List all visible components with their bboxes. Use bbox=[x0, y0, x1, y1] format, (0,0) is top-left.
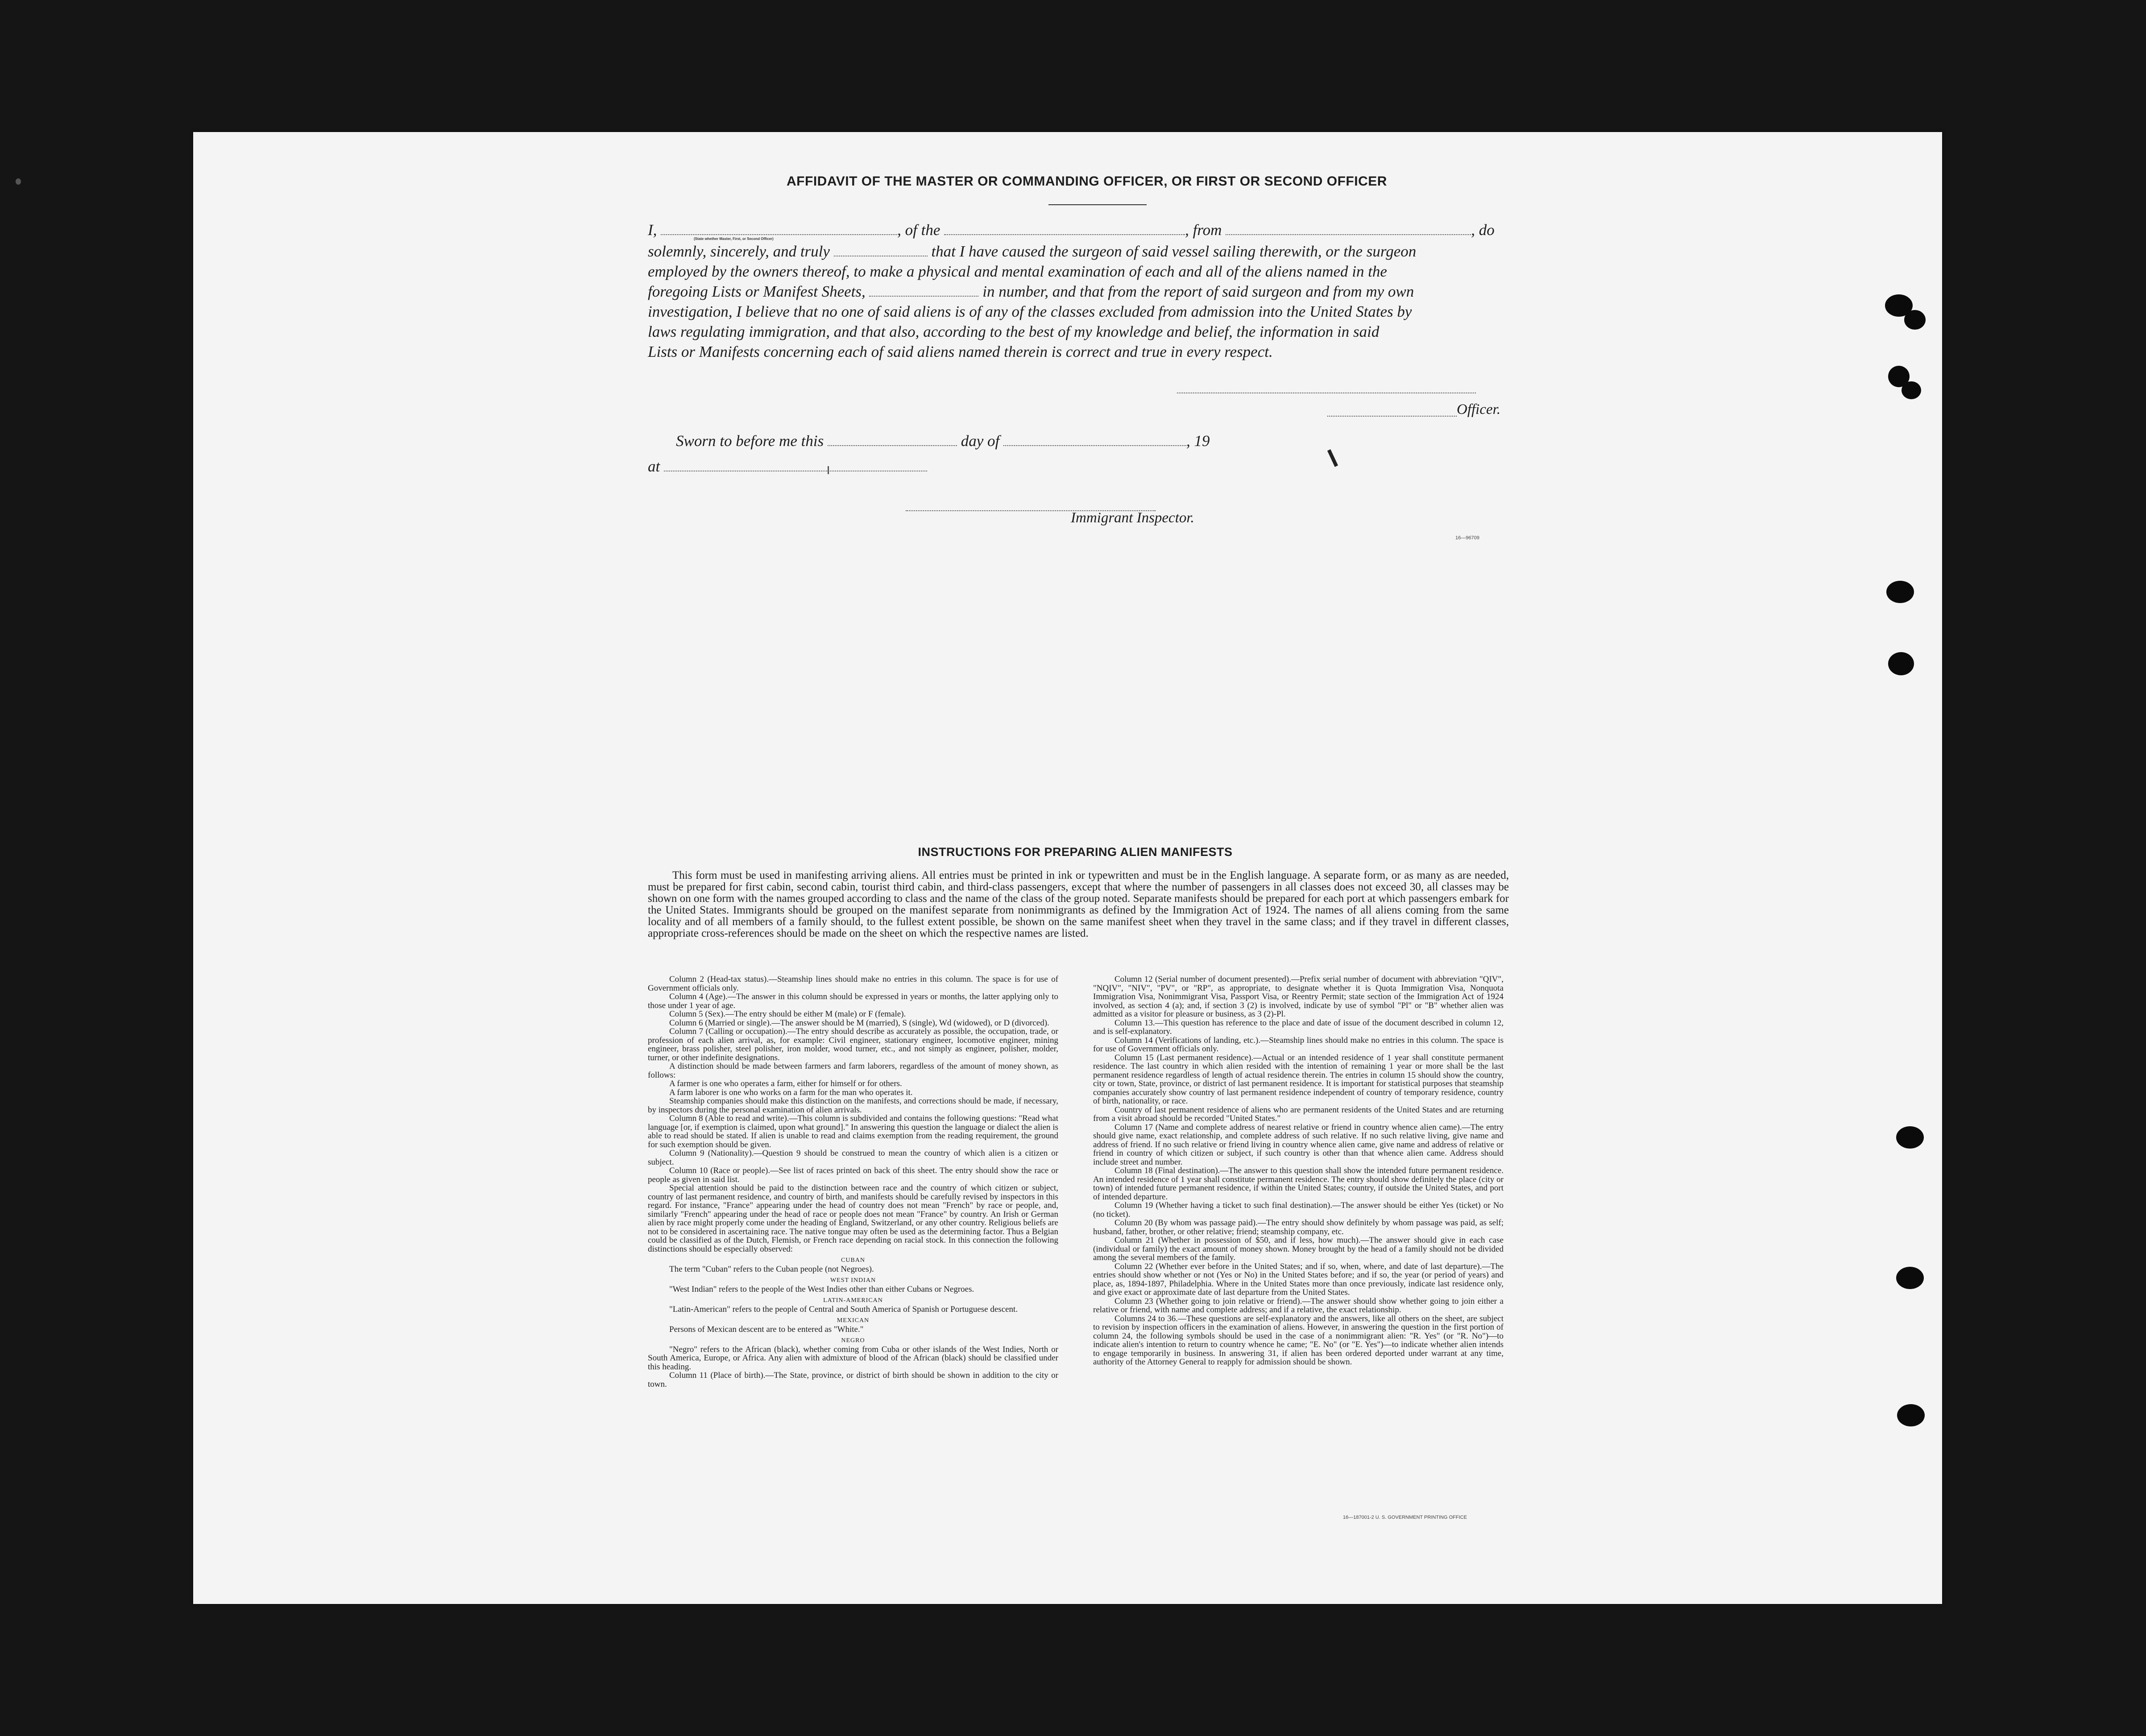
aff-surgeon: that I have caused the surgeon of said vessel sailing therewith, or the surgeon bbox=[931, 243, 1417, 260]
instructions-right-column bbox=[1093, 975, 1504, 1367]
form-code: 16—96709 bbox=[1455, 535, 1479, 541]
sworn-label: Sworn to before me this bbox=[676, 432, 824, 450]
affidavit-title: AFFIDAVIT OF THE MASTER OR COMMANDING OFFICER, OR FIRST OR SECOND OFFICER bbox=[787, 174, 1387, 189]
right-col-para: Column 21 (Whether in possession of $50, and if less, how much).—The answer should give in each case (individual or family) the exact amount of money shown. Money brought by the head of a family should not be divided among the several members of the family. bbox=[1093, 1236, 1504, 1262]
number-field[interactable] bbox=[869, 291, 978, 297]
west-indian-text: "West Indian" refers to the people of the West Indies other than either Cubans or Negroes. bbox=[669, 1284, 974, 1294]
at-line bbox=[648, 456, 927, 477]
affidavit-line-7: Lists or Manifests concerning each of said aliens named therein is correct and true in every respect. bbox=[648, 343, 1273, 360]
sworn-month-field[interactable] bbox=[1003, 441, 1186, 446]
punch-hole bbox=[1888, 652, 1914, 675]
left-col-para: Column 10 (Race or people).—See list of races printed on back of this sheet. The entry should show the race or people as given in said list. bbox=[648, 1166, 1058, 1184]
year-label: , 19 bbox=[1186, 432, 1210, 450]
column-11-text: Column 11 (Place of birth).—The State, province, or district of birth should be shown in addition to the city or town. bbox=[648, 1371, 1058, 1389]
vessel-name-field[interactable] bbox=[944, 230, 1185, 235]
officer-label: Officer. bbox=[1457, 401, 1501, 417]
state-note: (State whether Master, First, or Second Officer) bbox=[694, 237, 774, 241]
officer-signature-line[interactable] bbox=[1327, 415, 1457, 417]
punch-hole bbox=[1886, 581, 1914, 603]
right-col-para: Columns 24 to 36.—These questions are self-explanatory and the answers, like all others on the sheet, are subject to revision by inspection officers in the examination of aliens. However, in answering the question in the first portion of column 24, the following symbols should be used in the case of a nonimmigrant alien: "R. Yes" (or "R. No")—to indicate alien's intention to return to country whence he came; "E. No" (or "E. Yes")—to indicate whether alien intends to engage temporarily in business. In answering 31, if alien has been ordered deported under warrant at any time, authority of the Attorney General to reapply for admission should be shown. bbox=[1093, 1314, 1504, 1367]
instructions-left-column bbox=[648, 975, 1058, 1389]
right-col-para: Country of last permanent residence of aliens who are permanent residents of the United States and are returning from a visit abroad should be recorded "United States." bbox=[1093, 1105, 1504, 1123]
day-of-label: day of bbox=[961, 432, 1000, 450]
instructions-title: INSTRUCTIONS FOR PREPARING ALIEN MANIFESTS bbox=[918, 845, 1233, 859]
punch-hole bbox=[1902, 381, 1921, 399]
right-col-para: Column 20 (By whom was passage paid).—The entry should show definitely by whom passage was paid, as self; husband, father, brother, or other relative; friend; steamship company, etc. bbox=[1093, 1218, 1504, 1236]
oath-field[interactable] bbox=[834, 251, 928, 256]
negro-heading: NEGRO bbox=[841, 1337, 865, 1344]
aff-solemnly: solemnly, sincerely, and truly bbox=[648, 243, 830, 260]
aff-i: I, bbox=[648, 221, 657, 239]
aff-from: , from bbox=[1185, 221, 1222, 239]
aff-do: , do bbox=[1471, 221, 1495, 239]
left-col-para: Column 7 (Calling or occupation).—The entry should describe as accurately as possible, the occupation, trade, or profession of each alien arrival, as, for example: Civil engineer, stationary engineer, locomotive engineer, mining engineer, brass polisher, steel polisher, iron molder, wood turner, etc., and not simply as engineer, polisher, molder, turner, or other indefinite designations. bbox=[648, 1027, 1058, 1062]
left-col-para: Column 2 (Head-tax status).—Steamship lines should make no entries in this column. The space is for use of Government officials only. bbox=[648, 975, 1058, 993]
affidavit-line-6: laws regulating immigration, and that also, according to the best of my knowledge and belief, the information in said bbox=[648, 323, 1380, 340]
inspector-label: Immigrant Inspector. bbox=[1071, 510, 1194, 526]
title-underline bbox=[1048, 204, 1147, 205]
at-label: at bbox=[648, 458, 660, 475]
right-col-para: Column 19 (Whether having a ticket to such final destination).—The answer should be either Yes (ticket) or No (no ticket). bbox=[1093, 1201, 1504, 1219]
left-col-para: Column 4 (Age).—The answer in this column should be expressed in years or months, the latter applying only to those under 1 year of age. bbox=[648, 992, 1058, 1010]
sworn-day-field[interactable] bbox=[828, 441, 957, 446]
left-col-para: Column 6 (Married or single).—The answer should be M (married), S (single), Wd (widowed), or D (divorced). bbox=[669, 1018, 1049, 1028]
right-col-para: Column 23 (Whether going to join relative or friend).—The answer should show whether going to join either a relative or friend, with name and complete address; and if a relative, the exact relationship. bbox=[1093, 1296, 1504, 1314]
affidavit-line-1 bbox=[648, 219, 1495, 241]
instructions-intro bbox=[648, 870, 1509, 939]
printing-office-footer: 16—187001-2 U. S. GOVERNMENT PRINTING OFFICE bbox=[1343, 1515, 1467, 1520]
left-col-para: Column 5 (Sex).—The entry should be either M (male) or F (female). bbox=[669, 1009, 906, 1019]
left-col-para: A farmer is one who operates a farm, either for himself or for others. bbox=[669, 1079, 902, 1088]
left-col-para: Column 8 (Able to read and write).—This column is subdivided and contains the following questions: "Read what language [or, if exemption is claimed, upon what ground]." In answering this question the language or dialect the alien is able to read should be stated. If alien is unable to read and claims exemption from the reading requirement, the ground for such exemption should be given. bbox=[648, 1114, 1058, 1149]
right-col-para: Column 17 (Name and complete address of nearest relative or friend in country whence alien came).—The entry should give name, exact relationship, and complete address of such relative. If no such relative living, give name and address of friend. If no such relative or friend living in country whence alien came, give name and address of relative or friend in country of which citizen or subject, if such country is other than that whence alien came. Address should include street and number. bbox=[1093, 1122, 1504, 1167]
at-place-field[interactable] bbox=[664, 466, 927, 471]
right-col-para: Column 22 (Whether ever before in the United States; and if so, when, where, and date of last departure).—The entries should show whether or not (Yes or No) in the United States before; and if so, the year (or period of years) and place, as, 1894-1897, Philadelphia. Where in the United States more than once previously, indicate last residence only, and give exact or approximate date of last departure from the United States. bbox=[1093, 1261, 1504, 1297]
punch-hole bbox=[1904, 310, 1926, 330]
aff-of-the: , of the bbox=[897, 221, 940, 239]
affidavit-line-5: investigation, I believe that no one of said aliens is of any of the classes excluded from admission into the United States by bbox=[648, 303, 1412, 320]
punch-hole bbox=[1896, 1267, 1924, 1289]
pen-mark bbox=[828, 466, 829, 474]
port-from-field[interactable] bbox=[1226, 230, 1471, 235]
affidavit-line-2 bbox=[648, 241, 1416, 262]
mexican-heading: MEXICAN bbox=[837, 1317, 870, 1324]
left-col-para: Column 9 (Nationality).—Question 9 should be construed to mean the country of which alien is a citizen or subject. bbox=[648, 1149, 1058, 1167]
cuban-heading: CUBAN bbox=[841, 1257, 865, 1264]
affidavit-line-4 bbox=[648, 281, 1414, 302]
intro-paragraph: This form must be used in manifesting arriving aliens. All entries must be printed in ink or typewritten and must be in the English language. A separate form, or as many as are needed, must be prepared for first cabin, second cabin, tourist third cabin, and third-class passengers, except that where the number of passengers in all classes does not exceed 30, all classes may be shown on one form with the names grouped according to class and the name of the class of the group noted. Separate manifests should be prepared for each port at which passengers embark for the United States. Immigrants should be grouped on the manifest separate from nonimmigrants as defined by the Immigration Act of 1924. The names of all aliens coming from the same locality and of all members of a family should, to the fullest extent possible, be shown on the same manifest sheet when they travel in the same class; and if they travel in different classes, appropriate cross-references should be made on the sheet on which the respective names are listed. bbox=[648, 869, 1509, 939]
right-col-para: Column 13.—This question has reference to the place and date of issue of the document described in column 12, and is self-explanatory. bbox=[1093, 1018, 1504, 1036]
left-col-para: Steamship companies should make this distinction on the manifests, and corrections should be made, if necessary, by inspectors during the personal examination of alien arrivals. bbox=[648, 1096, 1058, 1115]
cuban-text: The term "Cuban" refers to the Cuban people (not Negroes). bbox=[669, 1264, 874, 1274]
right-col-para: Column 15 (Last permanent residence).—Actual or an intended residence of 1 year shall constitute permanent residence. The last country in which alien resided with the intention of remaining 1 year or more shall be the last permanent residence regardless of length of actual residence therein. The entries in column 15 should show the country, city or town, State, province, or district of last permanent residence. It is important for statistical purposes that steamship companies accurately show country of last permanent residence independent of country of temporary residence, country of birth, nationality, or race. bbox=[1093, 1053, 1504, 1106]
left-col-para: A distinction should be made between farmers and farm laborers, regardless of the amount of money shown, as follows: bbox=[648, 1062, 1058, 1080]
mexican-text: Persons of Mexican descent are to be entered as "White." bbox=[669, 1324, 864, 1334]
west-indian-heading: WEST INDIAN bbox=[830, 1277, 876, 1284]
latin-american-heading: LATIN-AMERICAN bbox=[823, 1297, 883, 1304]
aff-foregoing: foregoing Lists or Manifest Sheets, bbox=[648, 283, 866, 300]
officer-rank-field[interactable] bbox=[661, 230, 897, 235]
punch-hole bbox=[1896, 1126, 1924, 1149]
punch-hole bbox=[1897, 1404, 1925, 1426]
right-col-para: Column 18 (Final destination).—The answer to this question shall show the intended future permanent residence. An intended residence of 1 year shall constitute permanent residence. The entry should show definitely the place (city or town) of intended future permanent residence, if within the United States; country, if outside the United States, and port of intended departure. bbox=[1093, 1166, 1504, 1202]
right-col-para: Column 12 (Serial number of document presented).—Prefix serial number of document with abbreviation "QIV", "NQIV", "NIV", "PV", or "RP", as appropriate, to designate whether it is Quota Immigration Visa, Nonquota Immigration Visa, Nonimmigrant Visa, Passport Visa, or Reentry Permit; state section of the Immigration Act of 1924 involved, as section 4 (a); and, if section 3 (2) is involved, indicate by use of symbol "Pl" or "B" whether alien was admitted as a visitor for pleasure or business, as 3 (2)-Pl. bbox=[1093, 975, 1504, 1019]
aff-in-number: in number, and that from the report of said surgeon and from my own bbox=[982, 283, 1414, 300]
signature-line-1[interactable] bbox=[1177, 392, 1476, 393]
left-col-para: Special attention should be paid to the distinction between race and the country of which citizen or subject, country of last permanent residence, and country of birth, and manifests should be carefully revised by inspectors in this regard. For instance, "France" appearing under the head of country does not mean "French" by race or people, and, similarly "French" appearing under the head of race or people does not mean "France" by country. An Irish or German alien by race might properly come under the heading of England, Switzerland, or any other country. Religious beliefs are not to be considered in ascertaining race. The native tongue may often be used as the determining factor. Thus a Belgian could be classified as of the Dutch, Flemish, or French race depending on racial stock. In this connection the following distinctions should be especially observed: bbox=[648, 1183, 1058, 1254]
left-col-para: A farm laborer is one who works on a farm for the man who operates it. bbox=[669, 1087, 913, 1097]
right-col-para: Column 14 (Verifications of landing, etc.).—Steamship lines should make no entries in this column. The space is for use of Government officials only. bbox=[1093, 1035, 1504, 1054]
sworn-line bbox=[676, 430, 1210, 452]
film-mark bbox=[16, 178, 21, 185]
negro-text: "Negro" refers to the African (black), whether coming from Cuba or other islands of the West Indies, North or South America, Europe, or Africa. Any alien with admixture of blood of the African (black) should be classified under this heading. bbox=[648, 1344, 1058, 1372]
affidavit-line-3: employed by the owners thereof, to make a physical and mental examination of each and all of the aliens named in the bbox=[648, 263, 1387, 280]
latin-american-text: "Latin-American" refers to the people of Central and South America of Spanish or Portuguese descent. bbox=[669, 1304, 1018, 1314]
